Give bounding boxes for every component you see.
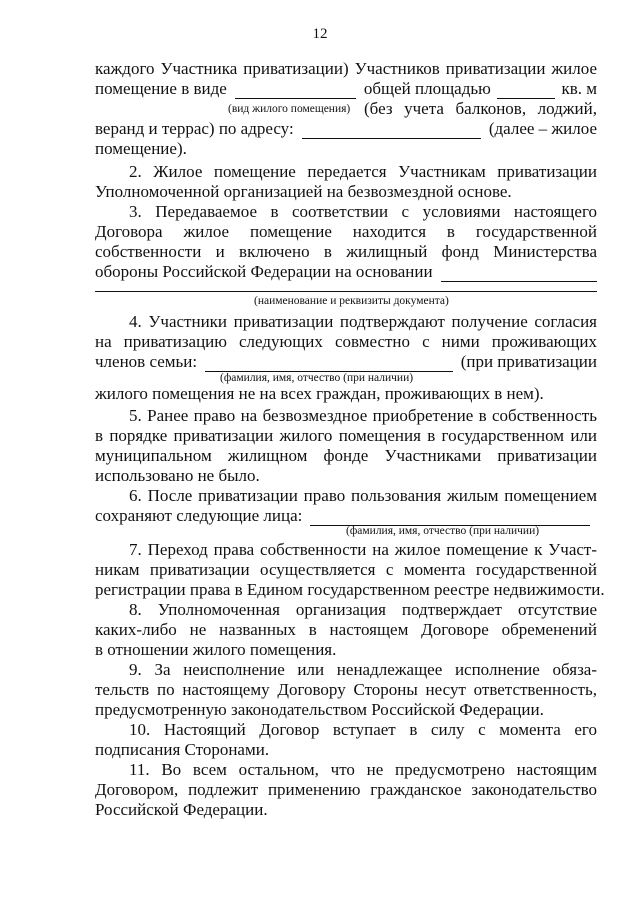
text-line (95, 506, 597, 526)
text-line: 6. После приватизации право пользования жилым помещением (129, 486, 597, 505)
text-fragment: членов семьи: (95, 352, 198, 371)
text-line: 3. Передаваемое в соответствии с условиями настоящего (129, 202, 597, 221)
text-line (95, 262, 597, 282)
text-line: 5. Ранее право на безвозмездное приобретение в собственность (129, 406, 597, 425)
text-line: регистрации права в Едином государственном реестре недвижимости. (95, 580, 605, 599)
text-line: 10. Настоящий Договор вступает в силу с момента его (129, 720, 597, 739)
field-caption: (фамилия, имя, отчество (при наличии) (220, 372, 414, 384)
page-number: 12 (312, 26, 328, 42)
text-line: 9. За неисполнение или ненадлежащее исполнение обяза- (129, 660, 597, 679)
text-line: 11. Во всем остальном, что не предусмотрено настоящим (129, 760, 597, 779)
text-fragment: кв. м (561, 79, 597, 98)
text-line: в порядке приватизации жилого помещения в государственном или (95, 426, 597, 445)
text-line: жилого помещения не на всех граждан, проживающих в нем). (95, 384, 544, 403)
text-line: муниципальном жилищном фонде Участниками приватизации (95, 446, 597, 465)
text-line: Договора жилое помещение находится в государственной (95, 222, 597, 241)
text-line: Договором, подлежит применению гражданское законодательство (95, 780, 597, 799)
text-line: никам приватизации осуществляется с момента государственной (95, 560, 597, 579)
text-line: Российской Федерации. (95, 800, 268, 819)
text-fragment: общей площадью (363, 79, 491, 98)
text-line: в отношении жилого помещения. (95, 640, 337, 659)
text-line: 7. Переход права собственности на жилое помещение к Участ- (129, 540, 597, 559)
text-line: предусмотренную законодательством Российской Федерации. (95, 700, 544, 719)
text-line: каждого Участника приватизации) Участников приватизации жилое (95, 59, 597, 78)
text-line: собственности и включено в жилищный фонд Министерства (95, 242, 597, 261)
text-line: помещение). (95, 139, 187, 158)
text-line: использовано не было. (95, 466, 260, 485)
text-line: каких-либо не названных в настоящем Договоре обременений (95, 620, 597, 639)
text-line: Уполномоченной организацией на безвозмездной основе. (95, 182, 512, 201)
field-caption: (вид жилого помещения) (228, 103, 351, 115)
text-fragment: (далее – жилое (488, 119, 597, 138)
blank-field (235, 82, 356, 99)
text-line (95, 119, 597, 139)
text-fragment: сохраняют следующие лица: (95, 506, 303, 525)
text-fragment: (при приватизации (460, 352, 597, 371)
text-fragment: обороны Российской Федерации на основании (95, 262, 433, 281)
text-line: подписания Сторонами. (95, 740, 270, 759)
blank-field (95, 291, 597, 292)
blank-field (497, 82, 556, 99)
text-line (95, 352, 597, 372)
text-line: 4. Участники приватизации подтверждают получение согласия (129, 312, 597, 331)
blank-field (302, 122, 481, 139)
blank-field (205, 355, 453, 372)
text-fragment: веранд и террас) по адресу: (95, 119, 294, 138)
text-line: 8. Уполномоченная организация подтверждает отсутствие (129, 600, 597, 619)
text-line: (без учета балконов, лоджий, (364, 99, 597, 118)
field-caption: (наименование и реквизиты документа) (254, 295, 449, 307)
field-caption: (фамилия, имя, отчество (при наличии) (346, 525, 540, 537)
blank-field (441, 265, 597, 282)
text-line: на приватизацию следующих совместно с ними проживающих (95, 332, 597, 351)
text-line: тельств по настоящему Договору Стороны несут ответственность, (95, 680, 597, 699)
text-line: 2. Жилое помещение передается Участникам приватизации (129, 162, 597, 181)
text-fragment: помещение в виде (95, 79, 227, 98)
text-line (95, 79, 597, 99)
